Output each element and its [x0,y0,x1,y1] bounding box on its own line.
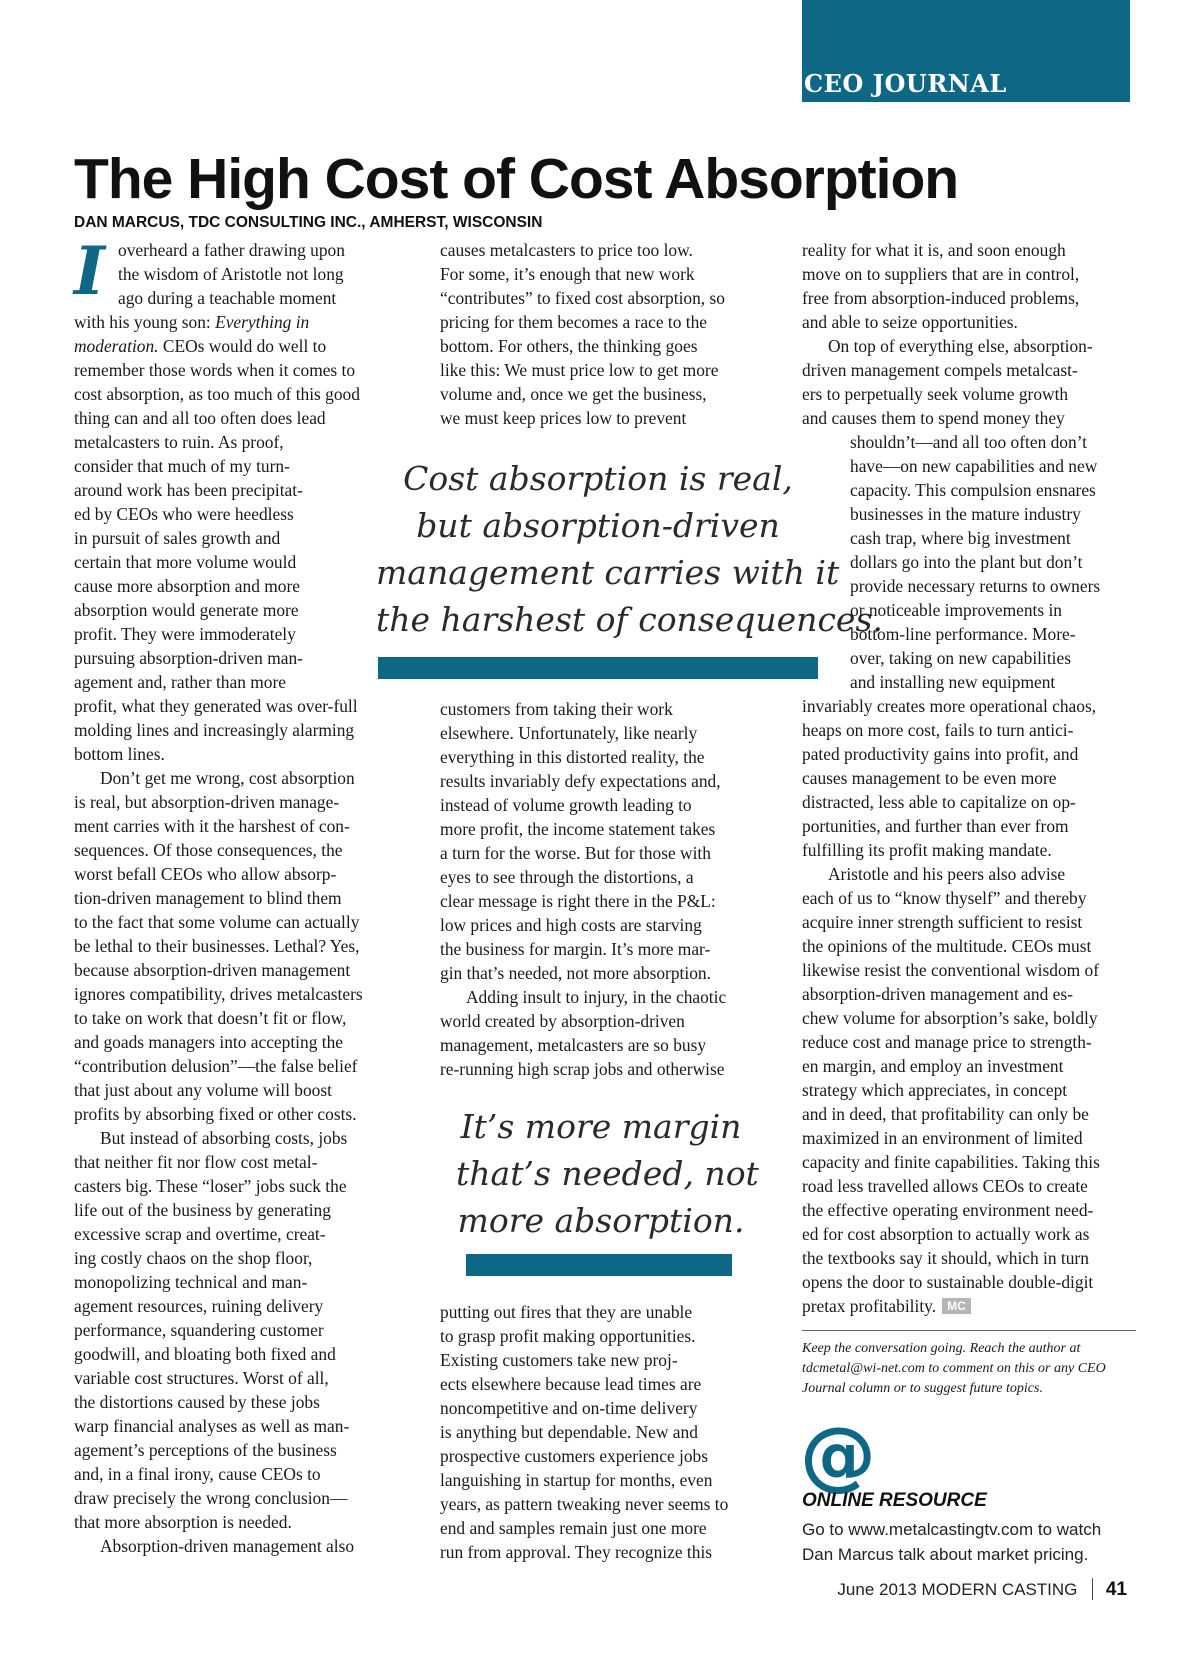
text-line: causes metalcasters to price too low. [440,240,693,260]
text-line: cost absorption, as too much of this good [74,384,360,404]
text-line: pricing for them becomes a race to the [440,312,708,332]
text-line: reality for what it is, and soon enough [802,240,1066,260]
text-line: to the fact that some volume can actually [74,912,360,932]
text-line: provide necessary returns to owners [850,576,1101,596]
text-line: But instead of absorbing costs, jobs [100,1128,348,1148]
text-line: For some, it’s enough that new work [440,264,695,284]
text-line: and goads managers into accepting the [74,1032,343,1052]
text-line: like this: We must price low to get more [440,360,719,380]
column-2-top [440,238,780,430]
divider-rule [802,1330,1136,1331]
at-sign-icon: @ [800,1410,876,1499]
pull-quote-2 [456,1103,759,1244]
text-line: that neither fit nor flow cost metal- [74,1152,318,1172]
text-line: moderation. CEOs would do well to [74,336,327,356]
text-line: en margin, and employ an investment [802,1056,1064,1076]
text-line: customers from taking their work [440,699,673,719]
text-line: agement and, rather than more [74,672,286,692]
text-line: is real, but absorption-driven manage- [74,792,340,812]
text-line: strategy which appreciates, in concept [802,1080,1068,1100]
text-line: agement resources, ruining delivery [74,1296,324,1316]
text-line: ed by CEOs who were heedless [74,504,294,524]
text-line: and able to seize opportunities. [802,312,1018,332]
text-line: with his young son: Everything in [74,312,310,332]
text-line: likewise resist the conventional wisdom of [802,960,1100,980]
text-line: cause more absorption and more [74,576,301,596]
text-line: the business for margin. It’s more mar- [440,939,711,959]
text-line: maximized in an environment of limited [802,1128,1083,1148]
text-line: because absorption-driven management [74,960,351,980]
text-line: thing can and all too often does lead [74,408,326,428]
text-line: fulfilling its profit making mandate. [802,840,1052,860]
text-line: tion-driven management to blind them [74,888,342,908]
text-line: the opinions of the multitude. CEOs must [802,936,1092,956]
page-number: 41 [1105,1579,1127,1600]
text-line: ed for cost absorption to actually work as [802,1224,1090,1244]
text-line: overheard a father drawing upon [118,240,345,260]
text-line: the wisdom of Aristotle not long [118,264,344,284]
text-line: run from approval. They recognize this [440,1542,713,1562]
text-line: monopolizing technical and man- [74,1272,308,1292]
text-line: free from absorption-induced problems, [802,288,1080,308]
column-1 [74,232,409,1558]
author-note-line: tdcmetal@wi-net.com to comment on this or any CEO [802,1361,1106,1376]
text-line: around work has been precipitat- [74,480,303,500]
text-line: heaps on more cost, fails to turn antici- [802,720,1074,740]
text-line: Don’t get me wrong, cost absorption [100,768,355,788]
text-line: everything in this distorted reality, the [440,747,705,767]
author-note-line: Journal column or to suggest future topics. [802,1381,1043,1396]
text-line: variable cost structures. Worst of all, [74,1368,329,1388]
text-line: shouldn’t—and all too often don’t [850,432,1088,452]
text-line: profits by absorbing fixed or other costs. [74,1104,357,1124]
text-line: ignores compatibility, drives metalcasters [74,984,363,1004]
text-line: the textbooks say it should, which in turn [802,1248,1089,1268]
text-line: businesses in the mature industry [850,504,1081,524]
pull-quote-line: management carries with it [376,553,840,592]
text-line: is anything but dependable. New and [440,1422,698,1442]
text-line: ment carries with it the harshest of con- [74,816,350,836]
drop-cap: I [74,232,105,310]
pull-quote-bar [378,657,818,679]
text-line: pretax profitability. MC [802,1294,1137,1318]
text-line: world created by absorption-driven [440,1011,685,1031]
text-line: profit, what they generated was over-full [74,696,358,716]
text-line: invariably creates more operational chaos, [802,696,1097,716]
online-resource-title: ONLINE RESOURCE [802,1490,987,1511]
text-line: pated productivity gains into profit, and [802,744,1079,764]
text-line: the distortions caused by these jobs [74,1392,320,1412]
column-2-bottom [440,1300,780,1564]
text-line: languishing in startup for months, even [440,1470,713,1490]
text-line: Absorption-driven management also [100,1536,355,1556]
pull-quote-bar [466,1254,732,1276]
text-line: opens the door to sustainable double-digit [802,1272,1094,1292]
text-line: bottom lines. [74,744,165,764]
text-line: noncompetitive and on-time delivery [440,1398,698,1418]
text-line: Aristotle and his peers also advise [828,864,1066,884]
text-line: bottom-line performance. More- [850,624,1076,644]
text-line: move on to suppliers that are in control, [802,264,1080,284]
text-line: molding lines and increasingly alarming [74,720,355,740]
text-line: worst befall CEOs who allow absorp- [74,864,337,884]
text-line: capacity. This compulsion ensnares [850,480,1096,500]
text-line: re-running high scrap jobs and otherwise [440,1059,725,1079]
text-line: dollars go into the plant but don’t [850,552,1083,572]
byline: DAN MARCUS, TDC CONSULTING INC., AMHERST, WISCONSIN [74,214,543,231]
text-line: over, taking on new capabilities [850,648,1071,668]
text-line: a turn for the worse. But for those with [440,843,711,863]
text-line: cash trap, where big investment [850,528,1071,548]
text-line: and in deed, that profitability can only be [802,1104,1089,1124]
text-line: gin that’s needed, not more absorption. [440,963,711,983]
text-line: in pursuit of sales growth and [74,528,281,548]
text-line: to grasp profit making opportunities. [440,1326,696,1346]
text-line: certain that more volume would [74,552,297,572]
footer-magazine: MODERN CASTING [921,1580,1078,1599]
text-line: more profit, the income statement takes [440,819,716,839]
text-line: “contributes” to fixed cost absorption, so [440,288,725,308]
pull-quote-line: but absorption-driven [416,506,780,545]
text-line: ects elsewhere because lead times are [440,1374,702,1394]
footer-separator [1092,1578,1093,1600]
text-line: or noticeable improvements in [850,600,1063,620]
text-line: acquire inner strength sufficient to resist [802,912,1083,932]
text-line: consider that much of my turn- [74,456,290,476]
text-line: draw precisely the wrong conclusion— [74,1488,348,1508]
pull-quote-line: Cost absorption is real, [403,459,793,498]
text-line: capacity and finite capabilities. Taking this [802,1152,1100,1172]
text-line: and causes them to spend money they [802,408,1065,428]
author-note [802,1339,1136,1399]
text-line: clear message is right there in the P&L: [440,891,716,911]
pull-quote-line: the harshest of consequences. [376,600,883,639]
text-line: putting out fires that they are unable [440,1302,693,1322]
text-line: life out of the business by generating [74,1200,331,1220]
section-tab [802,0,1130,102]
text-line: we must keep prices low to prevent [440,408,687,428]
text-line: absorption-driven management and es- [802,984,1073,1004]
text-line: distracted, less able to capitalize on op- [802,792,1076,812]
pull-quote-1 [376,455,883,643]
footer-issue: June 2013 [837,1580,917,1599]
text-line: portunities, and further than ever from [802,816,1069,836]
text-line: low prices and high costs are starving [440,915,702,935]
text-line: causes management to be even more [802,768,1057,788]
text-line: each of us to “know thyself” and thereby [802,888,1087,908]
text-line: road less travelled allows CEOs to create [802,1176,1088,1196]
text-line: that more absorption is needed. [74,1512,292,1532]
column-3 [802,238,1137,1318]
text-line: absorption would generate more [74,600,299,620]
text-line: warp financial analyses as well as man- [74,1416,350,1436]
text-line: ago during a teachable moment [118,288,337,308]
text-line: management, metalcasters are so busy [440,1035,707,1055]
text-line: performance, squandering customer [74,1320,324,1340]
text-line: excessive scrap and overtime, creat- [74,1224,326,1244]
pull-quote-line: It’s more margin [460,1107,742,1146]
text-line: pursuing absorption-driven man- [74,648,303,668]
text-line: volume and, once we get the business, [440,384,707,404]
text-line: profit. They were immoderately [74,624,296,644]
text-line: ers to perpetually seek volume growth [802,384,1069,404]
author-note-line: Keep the conversation going. Reach the author at [802,1341,1081,1356]
text-line: casters big. These “loser” jobs suck the [74,1176,347,1196]
end-mark-badge: MC [942,1298,971,1314]
text-line: “contribution delusion”—the false belief [74,1056,358,1076]
text-line: metalcasters to ruin. As proof, [74,432,284,452]
text-line: the effective operating environment need- [802,1200,1094,1220]
text-line: eyes to see through the distortions, a [440,867,694,887]
online-resource-line: Go to www.metalcastingtv.com to watch [802,1520,1102,1539]
text-line: reduce cost and manage price to strength- [802,1032,1092,1052]
text-line: bottom. For others, the thinking goes [440,336,698,356]
text-line: and installing new equipment [850,672,1056,692]
text-line: chew volume for absorption’s sake, boldly [802,1008,1098,1028]
text-line: be lethal to their businesses. Lethal? Yes, [74,936,360,956]
section-label: CEO JOURNAL [804,69,1007,98]
column-2-middle [440,697,780,1081]
text-line: end and samples remain just one more [440,1518,707,1538]
text-line: instead of volume growth leading to [440,795,692,815]
pull-quote-line: more absorption. [457,1201,745,1240]
text-line: that just about any volume will boost [74,1080,332,1100]
text-line: On top of everything else, absorption- [828,336,1093,356]
text-line: Adding insult to injury, in the chaotic [466,987,727,1007]
text-line: years, as pattern tweaking never seems to [440,1494,729,1514]
online-resource-text [802,1517,1136,1567]
text-line: prospective customers experience jobs [440,1446,709,1466]
text-line: agement’s perceptions of the business [74,1440,337,1460]
text-line: Existing customers take new proj- [440,1350,678,1370]
text-line: elsewhere. Unfortunately, like nearly [440,723,698,743]
text-line: ing costly chaos on the shop floor, [74,1248,313,1268]
text-line: have—on new capabilities and new [850,456,1098,476]
text-line: sequences. Of those consequences, the [74,840,343,860]
text-line: remember those words when it comes to [74,360,356,380]
text-line: results invariably defy expectations and, [440,771,721,791]
online-resource-line: Dan Marcus talk about market pricing. [802,1545,1089,1564]
headline: The High Cost of Cost Absorption [74,147,959,211]
text-line: and, in a final irony, cause CEOs to [74,1464,321,1484]
text-line: goodwill, and bloating both fixed and [74,1344,336,1364]
text-line: to take on work that doesn’t fit or flow, [74,1008,347,1028]
pull-quote-line: that’s needed, not [456,1154,759,1193]
page-footer [837,1578,1127,1601]
text-line: driven management compels metalcast- [802,360,1078,380]
